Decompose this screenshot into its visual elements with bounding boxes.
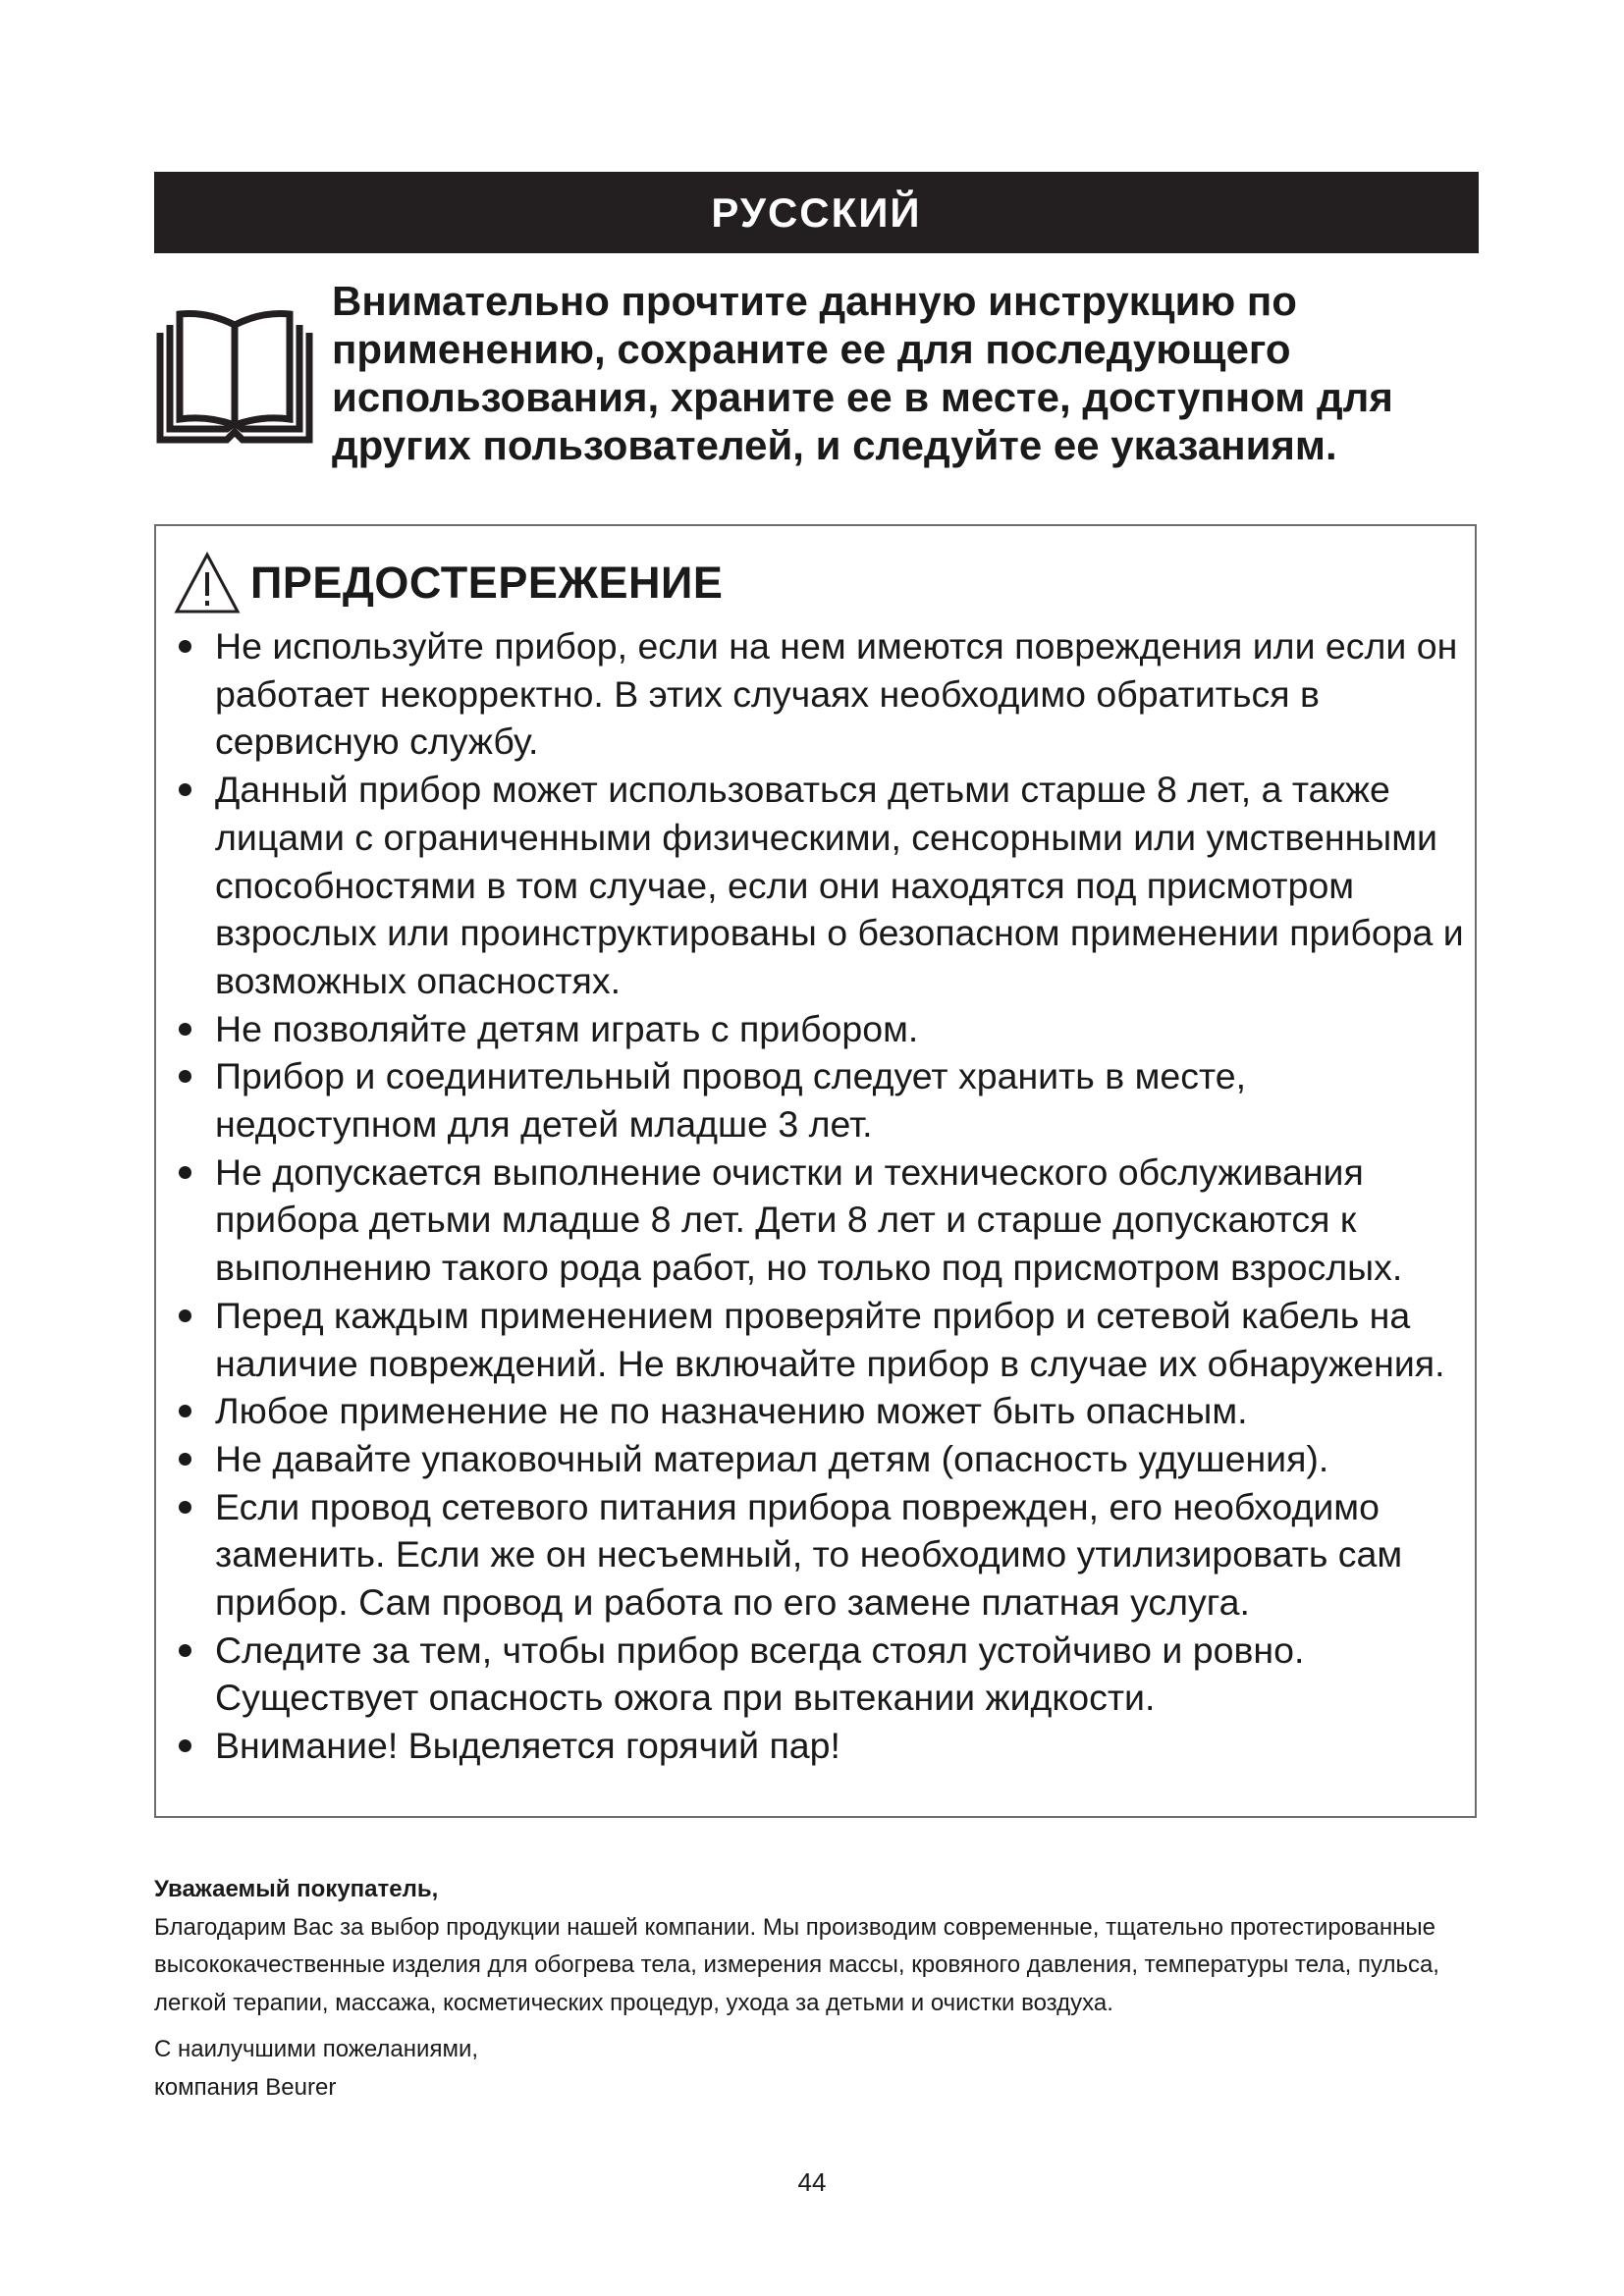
intro-text: Внимательно прочтите данную инструкцию по применению, сохраните ее для последующего использования, храните ее в месте, доступном для других пользователей, и следуйте ее указаниям. [332,278,1393,468]
warning-header [174,546,723,620]
warning-title: ПРЕДОСТЕРЕЖЕНИЕ [250,558,724,608]
warning-box [154,524,1477,1818]
language-header [154,172,1479,253]
customer-message [154,1871,1489,2107]
warning-triangle-icon [174,551,241,615]
warning-item: Внимание! Выделяется горячий пар! [172,1722,1478,1770]
warning-item: Не используйте прибор, если на нем имеются повреждения или если он работает некорректно. В этих случаях необходимо обратиться в сервисную службу. [172,622,1478,766]
warning-item: Прибор и соединительный провод следует хранить в месте, недоступном для детей младше 3 лет. [172,1052,1478,1148]
warning-item: Следите за тем, чтобы прибор всегда стоял устойчиво и ровно. Существует опасность ожога при вытекании жидкости. [172,1627,1478,1722]
customer-greeting: Уважаемый покупатель, [154,1876,439,1902]
language-title: РУССКИЙ [711,188,922,236]
warning-item: Любое применение не по назначению может быть опасным. [172,1387,1478,1435]
company-signature: компания Beurer [154,2073,337,2101]
warning-item: Если провод сетевого питания прибора поврежден, его необходимо заменить. Если же он несъемный, то необходимо утилизировать сам прибор. Сам провод и работа по его замене платная услуга. [172,1483,1478,1627]
page-number: 44 [797,2167,827,2197]
warning-item: Не допускается выполнение очистки и технического обслуживания прибора детьми младше 8 лет. Дети 8 лет и старше допускаются к выполнению такого рода работ, но только под присмотром взрослых. [172,1148,1478,1292]
warning-list [172,622,1478,1770]
instruction-book-icon [156,309,313,444]
regards [154,2031,1489,2107]
customer-text: Благодарим Вас за выбор продукции нашей компании. Мы производим современные, тщательно протестированные высококачественные изделия для обогрева тела, измерения массы, кровяного давления, температуры тела, пульса, легкой терапии, массажа, косметических процедур, ухода за детьми и очистки воздуха. [154,1913,1439,2016]
warning-item: Данный прибор может использоваться детьми старше 8 лет, а также лицами с ограниченными физическими, сенсорными или умственными способностями в том случае, если они находятся под присмотром взрослых или проинструктированы о безопасном применении прибора и возможных опасностях. [172,766,1478,1005]
warning-item: Не давайте упаковочный материал детям (опасность удушения). [172,1435,1478,1483]
warning-item: Не позволяйте детям играть с прибором. [172,1005,1478,1053]
regards-line: С наилучшими пожеланиями, [154,2036,479,2062]
warning-item: Перед каждым применением проверяйте прибор и сетевой кабель на наличие повреждений. Не включайте прибор в случае их обнаружения. [172,1292,1478,1387]
